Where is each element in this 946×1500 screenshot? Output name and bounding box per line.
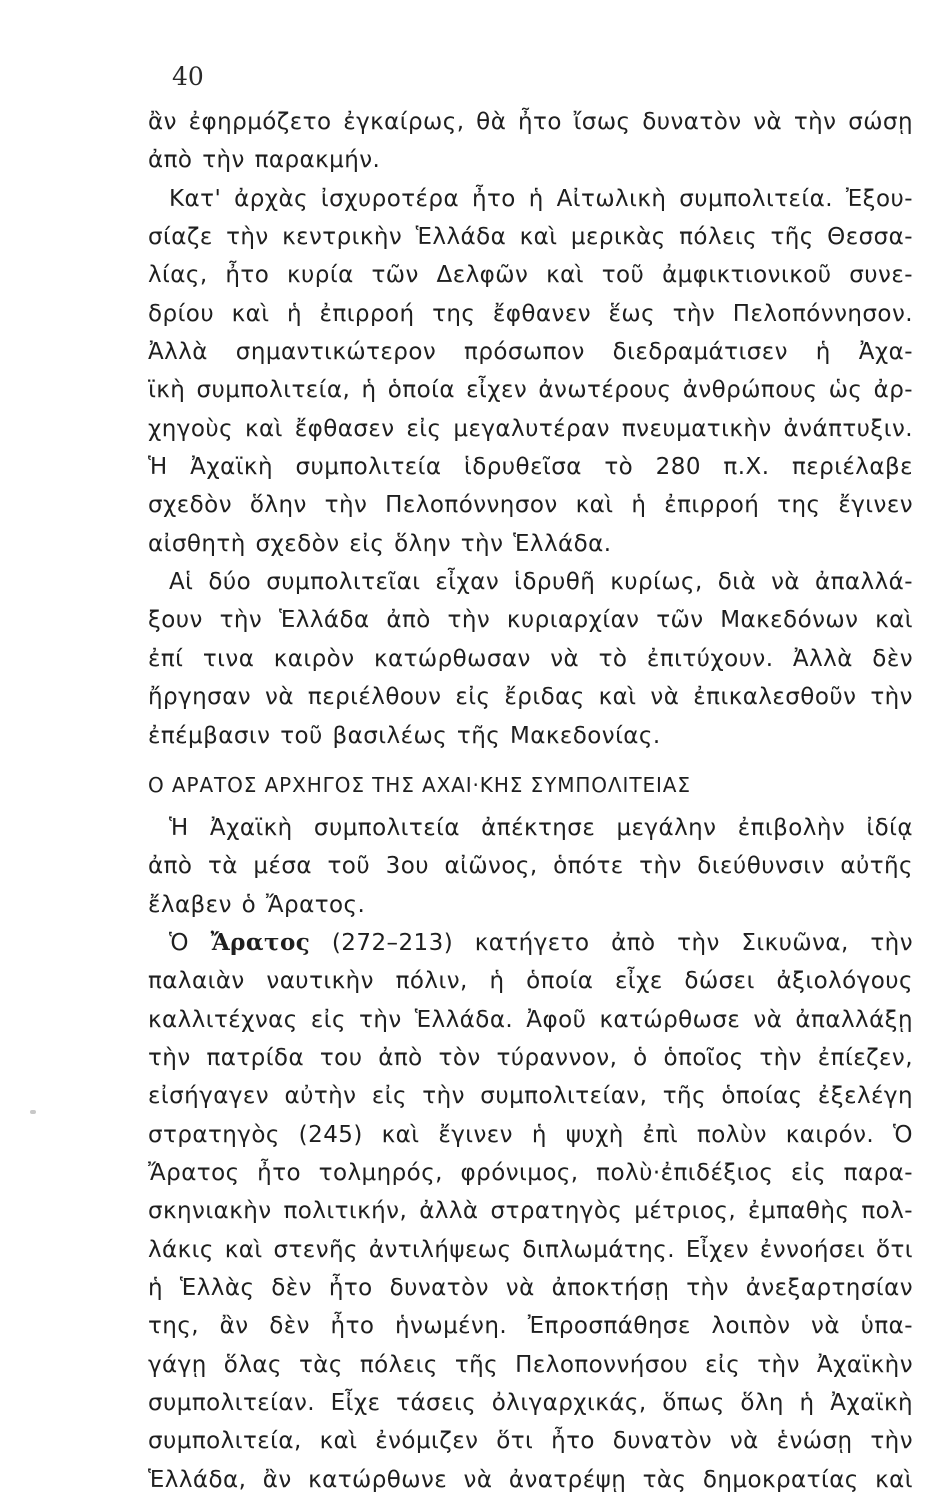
margin-speck: [30, 1110, 36, 1114]
text-line: στρατηγὸς (245) καὶ ἔγινεν ἡ ψυχὴ ἐπὶ πολὺν καιρόν. Ὁ: [148, 1121, 913, 1148]
text-line: λίας, ἦτο κυρία τῶν Δελφῶν καὶ τοῦ ἀμφικτιονικοῦ συνε-: [148, 262, 913, 289]
text-line: Ἡ Ἀχαϊκὴ συμπολιτεία ἱδρυθεῖσα τὸ 280 π.Χ. περιέλαβε: [148, 454, 913, 481]
section-heading: Ο ΑΡΑΤΟΣ ΑΡΧΗΓΟΣ ΤΗΣ ΑΧΑΙ·ΚΗΣ ΣΥΜΠΟΛΙΤΕΙΑΣ: [148, 772, 691, 797]
paragraph-4: [148, 809, 913, 924]
text-line: ἡ Ἑλλὰς δὲν ἦτο δυνατὸν νὰ ἀποκτήσῃ τὴν ἀνεξαρτησίαν: [148, 1274, 913, 1301]
text-line: συμπολιτείαν. Εἶχε τάσεις ὀλιγαρχικάς, ὅπως ὅλη ἡ Ἀχαϊκὴ: [148, 1390, 913, 1416]
text-line: της, ἂν δὲν ἦτο ἡνωμένη. Ἐπροσπάθησε λοιπὸν νὰ ὑπα-: [148, 1313, 913, 1340]
text-line: ἀπὸ τὰ μέσα τοῦ 3ου αἰῶνος, ὁπότε τὴν διεύθυνσιν αὐτῆς: [148, 853, 913, 880]
text-line: ἤργησαν νὰ περιέλθουν εἰς ἔριδας καὶ νὰ ἐπικαλεσθοῦν τὴν: [148, 684, 913, 711]
text-line: καλλιτέχνας εἰς τὴν Ἑλλάδα. Ἀφοῦ κατώρθωσε νὰ ἀπαλλάξῃ: [148, 1006, 913, 1033]
bold-name-aratos: Ἄρατος: [210, 928, 311, 956]
text-line: Ἄρατος ἦτο τολμηρός, φρόνιμος, πολὺ·ἐπιδέξιος εἰς παρα-: [148, 1159, 913, 1186]
text-line: σίαζε τὴν κεντρικὴν Ἑλλάδα καὶ μερικὰς πόλεις τῆς Θεσσα-: [148, 224, 913, 251]
text-line: ϊκὴ συμπολιτεία, ἡ ὁποία εἶχεν ἀνωτέρους ἀνθρώπους ὡς ἀρ-: [148, 377, 913, 404]
text-line: Ἡ Ἀχαϊκὴ συμπολιτεία ἀπέκτησε μεγάλην ἐπιβολὴν ἰδίᾳ: [169, 814, 913, 841]
text-line: ἂν ἐφηρμόζετο ἐγκαίρως, θὰ ἦτο ἴσως δυνατὸν νὰ τὴν σώσῃ: [148, 109, 913, 135]
text-line: λάκις καὶ στενῆς ἀντιλήψεως διπλωμάτης. Εἶχεν ἐννοήσει ὅτι: [148, 1236, 913, 1263]
text-line: γάγῃ ὅλας τὰς πόλεις τῆς Πελοποννήσου εἰς τὴν Ἀχαϊκὴν: [148, 1351, 913, 1378]
text-line: ἔλαβεν ὁ Ἄρατος.: [148, 891, 366, 918]
text-line: Κατ' ἀρχὰς ἰσχυροτέρα ἦτο ἡ Αἰτωλικὴ συμπολιτεία. Ἐξου-: [169, 185, 913, 212]
paragraph-5: [148, 924, 913, 1499]
text-line: ἐπέμβασιν τοῦ βασιλέως τῆς Μακεδονίας.: [148, 722, 661, 749]
text-line: Αἱ δύο συμπολιτεῖαι εἶχαν ἱδρυθῆ κυρίως, διὰ νὰ ἀπαλλά-: [169, 569, 913, 596]
text-line: Ἑλλάδα, ἂν κατώρθωνε νὰ ἀνατρέψῃ τὰς δημοκρατίας καὶ: [148, 1466, 913, 1493]
text-line: ἐπί τινα καιρὸν κατώρθωσαν νὰ τὸ ἐπιτύχουν. Ἀλλὰ δὲν: [148, 645, 913, 672]
text-line: ξουν τὴν Ἑλλάδα ἀπὸ τὴν κυριαρχίαν τῶν Μακεδόνων καὶ: [148, 607, 913, 634]
text-line: εἰσήγαγεν αὐτὴν εἰς τὴν συμπολιτείαν, τῆς ὁποίας ἐξελέγη: [148, 1083, 913, 1110]
text-line: Ἀλλὰ σημαντικώτερον πρόσωπον διεδραμάτισεν ἡ Ἀχα-: [148, 339, 913, 366]
text-line: συμπολιτεία, καὶ ἐνόμιζεν ὅτι ἦτο δυνατὸν νὰ ἑνώσῃ τὴν: [148, 1428, 913, 1455]
text-line: παλαιὰν ναυτικὴν πόλιν, ἡ ὁποία εἶχε δώσει ἀξιολόγους: [148, 968, 913, 995]
line-suffix: (272–213) κατήγετο ἀπὸ τὴν Σικυῶνα, τὴν: [310, 929, 913, 956]
text-line: αἰσθητὴ σχεδὸν εἰς ὅλην τὴν Ἑλλάδα.: [148, 530, 612, 557]
text-line: τὴν πατρίδα του ἀπὸ τὸν τύραννον, ὁ ὁποῖος τὴν ἐπίεζεν,: [148, 1044, 913, 1071]
paragraph-1: [148, 103, 913, 180]
paragraph-2: [148, 180, 913, 563]
page-number: 40: [172, 62, 204, 91]
text-line: δρίου καὶ ἡ ἐπιρροή της ἔφθανεν ἕως τὴν Πελοπόννησον.: [148, 300, 913, 327]
paragraph-3: [148, 563, 913, 755]
line-prefix: Ὁ: [169, 929, 211, 956]
text-column: [148, 103, 913, 1499]
text-line-with-name: [148, 924, 913, 962]
text-line: ἀπὸ τὴν παρακμήν.: [148, 147, 381, 174]
text-line: χηγοὺς καὶ ἔφθασεν εἰς μεγαλυτέραν πνευματικὴν ἀνάπτυξιν.: [148, 415, 913, 442]
text-line: σχεδὸν ὅλην τὴν Πελοπόννησον καὶ ἡ ἐπιρροή της ἔγινεν: [148, 492, 913, 519]
text-line: σκηνιακὴν πολιτικήν, ἀλλὰ στρατηγὸς μέτριος, ἐμπαθὴς πολ-: [148, 1198, 913, 1225]
